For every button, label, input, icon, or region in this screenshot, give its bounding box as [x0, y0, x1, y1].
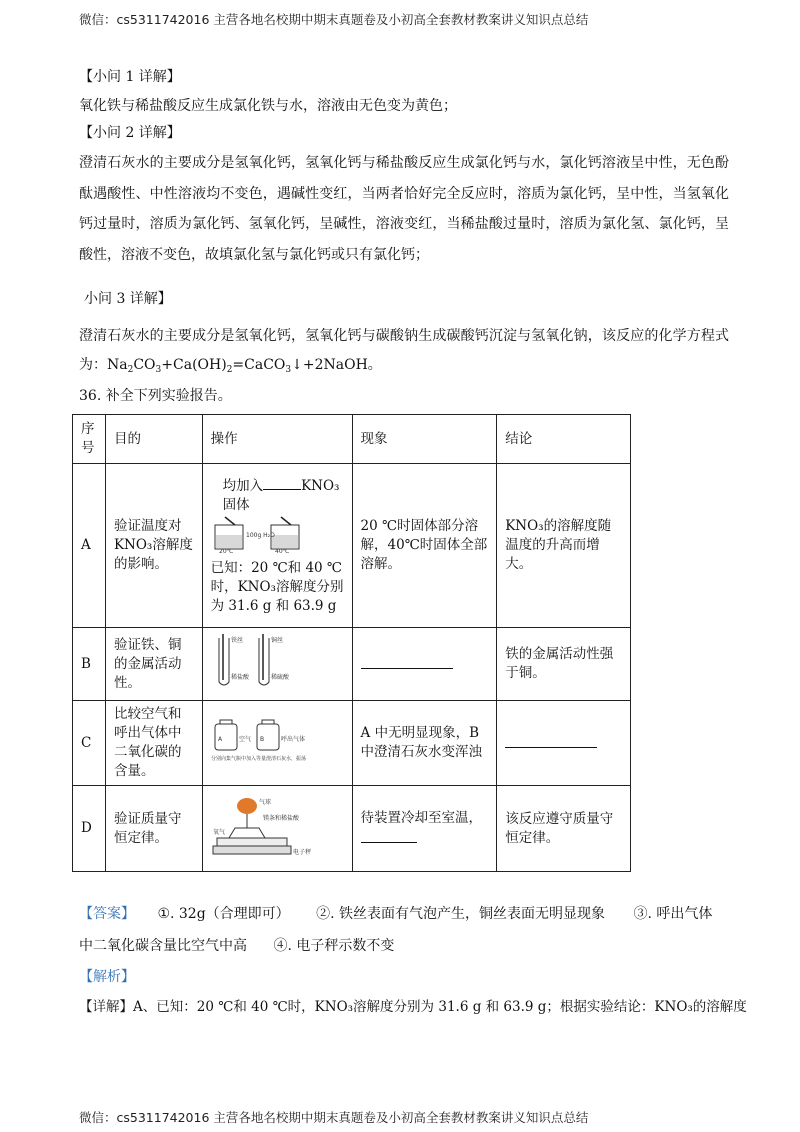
beakers-diagram: [211, 515, 337, 553]
fig-label-balloon: 气球: [258, 798, 271, 806]
fig-label-hcl: 稀盐酸: [230, 674, 249, 681]
row-d-purpose: 验证质量守恒定律。: [105, 786, 202, 872]
row-b-purpose: 验证铁、铜的金属活动性。: [105, 628, 202, 701]
table-row-c: [73, 701, 631, 786]
row-c-phenomenon: A 中无明显现象，B 中澄清石灰水变浑浊: [352, 701, 497, 786]
test-tubes-diagram: [211, 632, 321, 690]
fig-label-water: 100g H₂O: [245, 532, 275, 539]
q3-line-1: 澄清石灰水的主要成分是氢氧化钙，氢氧化钙与碳酸钠生成碳酸钙沉淀与氢氧化钠，该反应的化学方程式: [79, 328, 729, 344]
row-c-purpose: 比较空气和呼出气体中二氧化碳的含量。: [105, 701, 202, 786]
fig-label-mg: 镁条和稀盐酸: [262, 814, 299, 822]
equation: $Na_2CO_3+Ca(OH)_2=CaCO_3↓+2NaOH$。: [107, 357, 382, 375]
row-a-purpose: 验证温度对KNO₃溶解度的影响。: [105, 464, 202, 628]
row-a-phenomenon: 20 ℃时固体部分溶解，40℃时固体全部溶解。: [352, 464, 497, 628]
header-conclusion: 结论: [497, 415, 631, 464]
q2-line-4: 酸性，溶液不变色，故填氯化氢与氯化钙或只有氯化钙；: [79, 247, 429, 263]
table-row-a: [73, 464, 631, 628]
fig-label-scale: 电子秤: [292, 848, 311, 856]
header-id: 序号: [73, 415, 106, 464]
fig-label-oxygen: 氧气: [212, 828, 225, 836]
answer-2: ②. 铁丝表面有气泡产生，铜丝表面无明显现象: [316, 906, 606, 922]
fig-label-40c: 40℃: [274, 548, 289, 553]
row-d-operation: [202, 786, 352, 872]
detail-line: 【详解】A、已知：20 ℃和 40 ℃时，KNO₃溶解度分别为 31.6 g 和 63.9 g；根据实验结论：KNO₃的溶解度: [79, 999, 747, 1015]
fig-label-a: A: [217, 736, 222, 743]
answer-line-2: [79, 935, 729, 957]
header-operation: 操作: [202, 415, 352, 464]
op-note: 已知：20 ℃和 40 ℃时，KNO₃溶解度分别为 31.6 g 和 63.9 g: [210, 560, 344, 614]
q3-title: 小问 3 详解】: [84, 291, 172, 307]
answer-1: ①. 32g（合理即可）: [157, 906, 290, 922]
fig-label-h2so4: 稀硫酸: [270, 674, 289, 681]
answer-3-cont: 中二氧化碳含量比空气中高: [79, 938, 247, 954]
row-c-id: C: [73, 701, 106, 786]
q3-equation-line: [79, 354, 729, 376]
q2-line-2: 酞遇酸性、中性溶液均不变色，遇碱性变红，当两者恰好完全反应时，溶质为氯化钙，呈中性，当氢氧化: [79, 186, 729, 202]
row-a-operation: [202, 464, 352, 628]
row-d-phenomenon: [352, 786, 497, 872]
experiment-report-table: [72, 414, 631, 872]
row-d-id: D: [73, 786, 106, 872]
scale-diagram: [211, 794, 331, 858]
row-b-operation: [202, 628, 352, 701]
row-d-conclusion: 该反应遵守质量守恒定律。: [497, 786, 631, 872]
answer-4: ④. 电子秤示数不变: [273, 938, 395, 954]
fig-label-20c: 20℃: [218, 548, 233, 553]
page-header: 微信：cs5311742016 主营各地名校期中期末真题卷及小初高全套教材教案讲义知识点总结: [79, 12, 589, 27]
q36-title: 36. 补全下列实验报告。: [79, 388, 232, 404]
fig-label-instruction: 分别向集气瓶中加入等量澄清石灰水，振荡: [210, 756, 306, 762]
fig-label-copper: 铜丝: [270, 637, 283, 644]
op-suffix: KNO₃固体: [222, 478, 340, 513]
q2-line-3: 钙过量时，溶质为氯化钙、氢氧化钙，呈碱性，溶液变红，当稀盐酸过量时，溶质为氯化氢、氯化钙，呈: [79, 216, 729, 232]
q1-text: 氧化铁与稀盐酸反应生成氯化铁与水，溶液由无色变为黄色；: [79, 98, 457, 114]
answer-blank-4[interactable]: [361, 828, 417, 843]
header-phenomenon: 现象: [352, 415, 497, 464]
fig-label-air: 空气: [238, 736, 251, 743]
gas-bottles-diagram: [211, 714, 321, 766]
row-c-operation: [202, 701, 352, 786]
row-b-phenomenon: [352, 628, 497, 701]
row-a-id: A: [73, 464, 106, 628]
equation-prefix: 为：: [79, 357, 107, 373]
analysis-label: 【解析】: [79, 969, 135, 985]
fig-label-iron: 铁丝: [230, 637, 243, 644]
q2-line-1: 澄清石灰水的主要成分是氢氧化钙，氢氧化钙与稀盐酸反应生成氯化钙与水，氯化钙溶液呈中性，无色酚: [79, 155, 729, 171]
fig-label-exhaled: 呼出气体: [280, 736, 305, 743]
answer-line: [79, 903, 729, 925]
answer-blank-2[interactable]: [361, 654, 453, 669]
fig-label-b: B: [259, 736, 264, 743]
q1-title: 【小问 1 详解】: [79, 69, 181, 85]
table-row-d: [73, 786, 631, 872]
answer-label: 【答案】: [79, 906, 135, 922]
answer-3: ③. 呼出气体: [633, 906, 713, 922]
balloon-icon: [237, 798, 257, 814]
answer-blank-1[interactable]: [263, 475, 301, 490]
answer-blank-3[interactable]: [505, 733, 597, 748]
q2-title: 【小问 2 详解】: [79, 125, 181, 141]
row-a-conclusion: KNO₃的溶解度随温度的升高而增大。: [497, 464, 631, 628]
row-c-conclusion: [497, 701, 631, 786]
page-footer: 微信：cs5311742016 主营各地名校期中期末真题卷及小初高全套教材教案讲义知识点总结: [79, 1110, 589, 1125]
op-prefix: 均加入: [222, 478, 264, 494]
table-header-row: [73, 415, 631, 464]
header-purpose: 目的: [105, 415, 202, 464]
row-b-id: B: [73, 628, 106, 701]
row-d-phenomenon-text: 待装置冷却至室温，: [360, 809, 483, 826]
row-b-conclusion: 铁的金属活动性强于铜。: [497, 628, 631, 701]
table-row-b: [73, 628, 631, 701]
